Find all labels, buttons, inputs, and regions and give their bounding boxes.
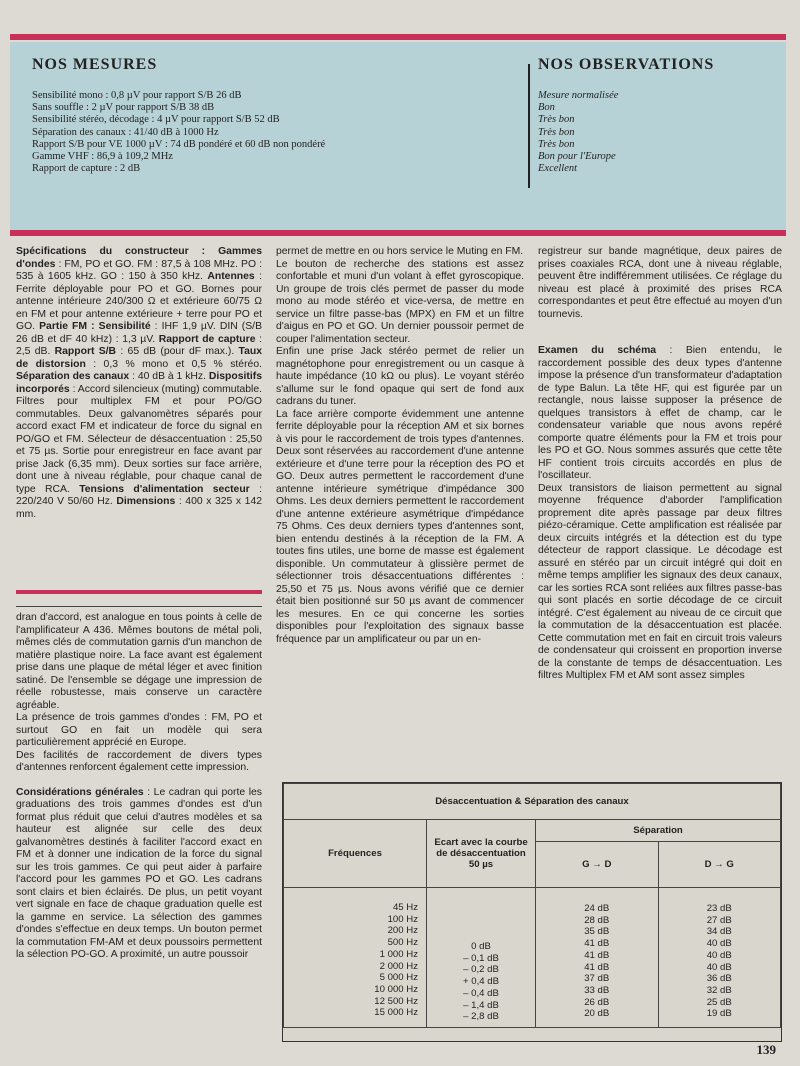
text-run: : Ferrite déployable pour PO et GO. Bornes pour antenne intérieure 240/300 Ω et extérieure 60/75 Ω en FM et pour antenne extérieure + terre pour PO et GO.	[16, 271, 262, 332]
table-value: 45 Hz	[392, 902, 418, 913]
text-run: Des facilités de raccordement de divers types d'antennes renforcent également cette impression.	[16, 749, 262, 773]
text-run: Examen du schéma	[538, 345, 657, 356]
table-value: 10 000 Hz	[374, 983, 418, 995]
article-column-1	[16, 612, 262, 962]
table-value: 32 dB	[706, 984, 732, 996]
table-value: 27 dB	[706, 914, 732, 926]
text-run: Spécifications du constructeur : Gammes d'ondes	[16, 246, 262, 270]
text-run: : FM, PO et GO. FM : 87,5 à 108 MHz. PO : 535 à 1605 kHz. GO : 150 à 350 kHz.	[16, 258, 262, 282]
table-value: 25 dB	[706, 996, 732, 1008]
measures-column	[32, 56, 532, 175]
table-value: 12 500 Hz	[374, 995, 418, 1007]
table-value	[433, 929, 529, 941]
table-value: 100 Hz	[387, 913, 418, 925]
table-value: 5 000 Hz	[379, 972, 418, 984]
table-value: 40 dB	[706, 961, 732, 973]
column-rule	[16, 606, 262, 607]
table-value	[433, 906, 529, 918]
paragraph	[276, 246, 524, 259]
ecart-cell	[427, 888, 536, 1028]
observation-line: Bon	[538, 102, 555, 114]
measure-line: Sensibilité mono : 0,8 µV pour rapport S/B 26 dB	[32, 90, 242, 101]
col-header-frequences: Fréquences	[284, 820, 427, 888]
table-value: 28 dB	[584, 914, 610, 926]
table-value: 34 dB	[706, 926, 732, 938]
col-header-dg: D → G	[658, 842, 781, 888]
paragraph	[16, 787, 262, 962]
text-run: registreur sur bande magnétique, deux paires de prises coaxiales RCA, dont une à niveau réglable, peuvent être indifféremment utilisées. Ce réglage du niveau est placé à proximité des prises RCA correspondantes et peut être effectué au moyen d'un tournevis.	[538, 246, 782, 320]
table-value: 200 Hz	[387, 925, 418, 937]
paragraph	[538, 345, 782, 483]
paragraph	[538, 246, 782, 321]
column-divider	[528, 64, 530, 188]
table-value: 15 000 Hz	[374, 1007, 418, 1019]
measure-line: Séparation des canaux : 41/40 dB à 1000 Hz	[32, 126, 219, 138]
text-run: Rapport de capture	[158, 333, 256, 345]
top-stripe	[10, 34, 786, 40]
measure-line: Rapport de capture : 2 dB	[32, 163, 141, 175]
text-run: Considérations générales	[16, 786, 144, 798]
table-value: 36 dB	[706, 973, 732, 985]
text-run: : 65 dB (pour dF max.).	[116, 346, 239, 357]
table-value: 35 dB	[584, 926, 610, 938]
table-value: 40 dB	[706, 938, 732, 950]
mid-stripe	[10, 230, 786, 236]
paragraph	[276, 346, 524, 409]
text-run: : 220/240 V 50/60 Hz.	[16, 483, 262, 507]
observation-line: Très bon	[538, 114, 575, 126]
observation-line: Bon pour l'Europe	[538, 151, 616, 163]
observation-line: Très bon	[538, 138, 575, 150]
table-title: Désaccentuation & Séparation des canaux	[284, 784, 781, 820]
measure-line: Sensibilité stéréo, décodage : 4 µV pour rapport S/B 52 dB	[32, 114, 280, 126]
table-value: – 0,1 dB	[463, 952, 499, 964]
text-run: : 2,5 dB.	[16, 333, 262, 357]
table-value: 20 dB	[584, 1008, 610, 1020]
table-value: 26 dB	[584, 996, 610, 1008]
text-run: Dimensions	[116, 496, 176, 507]
measures-lines	[32, 90, 532, 175]
measures-title: NOS MESURES	[32, 56, 158, 73]
paragraph	[276, 409, 524, 647]
article-column-3	[538, 246, 782, 683]
text-run: : 400 x 325 x 142 mm.	[16, 496, 262, 520]
text-run: Séparation des canaux	[16, 371, 130, 382]
text-run: dran d'accord, est analogue en tous points à celle de l'amplificateur A 436. Mêmes boutons de métal poli, mêmes clés de commutation garnis d'un manchon de matière plastique noire. La face avant est également prise dans une plaque de métal léger et avec finition satiné. De l'ensemble se dégage une impression de réelle robustesse, mais conserve un caractère agréable.	[16, 612, 262, 711]
text-run: Rapport S/B	[54, 346, 117, 357]
col-header-ecart: Ecart avec la courbe de désaccentuation 50 µs	[427, 820, 536, 888]
col-header-separation: Séparation	[536, 820, 781, 842]
col-header-gd: G → D	[536, 842, 659, 888]
table-value: 24 dB	[584, 903, 610, 914]
measure-line: Gamme VHF : 86,9 à 109,2 MHz	[32, 151, 173, 163]
observation-line: Mesure normalisée	[538, 90, 619, 101]
text-run: La présence de trois gammes d'ondes : FM, PO et surtout GO en fait un modèle qui sera particulièrement apprécié en Europe.	[16, 712, 262, 748]
observation-line: Excellent	[538, 163, 578, 175]
text-run: : Bien entendu, le raccordement possible des deux types d'antenne impose la présence d'un transformateur d'adaptation de type Balun. La tête HF, qui est figurée par un rectangle, nous laisse supposer la présence de quelques transistors à effet de champ, car le condensateur variable que nous avons repéré comporte quatre éléments pour la FM et trois pour les PO et GO. Nous sommes assurés que cette tête HF contient trois circuits accordés en plus de l'oscillateur.	[538, 345, 782, 481]
text-run: Le bouton de recherche des stations est assez confortable et muni d'un volant à effet gyroscopique. Un groupe de trois clés permet de passer du mode mono au mode stéréo et vice-versa, de mettre en service un filtre passe-bas (MPX) en FM et un filtre d'aigus en PO et GO. Un dernier poussoir permet de couper l'alimentation secteur.	[276, 258, 524, 345]
text-run: : 40 dB à 1 kHz.	[129, 371, 209, 382]
paragraph	[538, 483, 782, 683]
text-run: Antennes	[207, 271, 255, 282]
table-value: 2 000 Hz	[379, 960, 418, 972]
observations-lines	[538, 90, 778, 175]
table-value: 33 dB	[584, 984, 610, 996]
table-value: 1 000 Hz	[379, 948, 418, 960]
text-run: : IHF 1,9 µV. DIN (S/B 26 dB et dF 40 kHz) : 1,3 µV.	[16, 321, 262, 345]
paragraph	[16, 712, 262, 750]
column-separator	[16, 590, 262, 594]
text-run: Deux transistors de liaison permettent au signal moyenne fréquence d'aborder l'amplification proprement dite après passage par deux filtres piézo-céramique. Cette amplification est réalisée par deux circuits intégrés et la détection est du type détecteur de rapport classique. Le décodage est assuré en stéréo par un circuit intégré qui doit en même temps amplifier les signaux des deux canaux, car les sorties RCA sont reliées aux filtres passe-bas qui sont placés en sortie décodage de ce circuit intégré. C'est également au niveau de ce circuit que la commutation de la désaccentuation est placée. Cette commutation met en fait en circuit trois valeurs de condensateur qui croissent en proportion inverse de la constante de temps de désaccentuation. Les filtres Multiplex FM et AM sont assez simples	[538, 482, 782, 681]
text-run: Enfin une prise Jack stéréo permet de relier un magnétophone pour enregistrement ou un casque à haute impédance (10 kΩ ou plus). Le voyant stéréo s'allume sur le fond opaque qui sert de fond aux cadrans du tuner.	[276, 346, 524, 407]
table-value: 41 dB	[584, 938, 610, 950]
paragraph	[16, 612, 262, 712]
table-value: + 0,4 dB	[462, 976, 499, 988]
measure-line: Sans souffle : 2 µV pour rapport S/B 38 dB	[32, 102, 215, 114]
text-run: : Accord silencieux (muting) commutable. Filtres pour multiplex FM et pour PO/GO commutables. Deux galvanomètres séparés pour accord exact FM et indicateur de force du signal en PO/GO et FM. Sélecteur de désaccentuation : 25,50 et 75 µs. Sortie pour enregistreur en face avant par prise Jack (6,35 mm). Deux sorties sur face arrière, dont une à niveau réglable, pour chaque canal de type RCA.	[16, 383, 263, 495]
separation-table	[282, 782, 782, 1042]
page-number: 139	[756, 1042, 776, 1057]
text-run: Dispositifs incorporés	[16, 371, 263, 395]
table-value: – 0,2 dB	[463, 964, 499, 976]
paragraph	[276, 259, 524, 347]
text-run: : Le cadran qui porte les graduations des trois gammes d'ondes est d'un format plus réduit que celui d'autres modèles et sa hauteur est alignée sur celle des deux galvanomètres destinés à faciliter l'accord exact en FM et à donner une indication de la force du signal sur les trois gammes. Ce qui peut aider à parfaire l'accord pour les gammes PO et GO. Les cadrans sont clairs et bien éclairés. De plus, un petit voyant vert signale en face de chaque graduation quelle est la gamme en service. La sélection des gammes d'ondes s'effectue en deux temps. Un bouton permet la commutation FM-AM et deux poussoirs permettent la sélection PO-GO. A proximité, un autre poussoir	[16, 786, 262, 960]
table-value: 23 dB	[706, 903, 732, 914]
text-run: Taux de distorsion	[16, 346, 262, 370]
table-value: 40 dB	[706, 949, 732, 961]
freq-cell	[284, 888, 427, 1028]
text-run: Partie FM : Sensibilité	[39, 321, 151, 332]
observation-line: Très bon	[538, 126, 575, 138]
observations-column	[538, 56, 778, 175]
table-value: 0 dB	[471, 941, 491, 953]
table-value: 41 dB	[584, 949, 610, 961]
measure-line: Rapport S/B pour VE 1000 µV : 74 dB pondéré et 60 dB non pondéré	[32, 138, 326, 150]
text-run: : 0,3 % mono et 0,5 % stéréo.	[85, 358, 262, 370]
table-value: 19 dB	[706, 1008, 732, 1020]
table-value: – 1,4 dB	[463, 999, 499, 1011]
paragraph	[16, 750, 262, 775]
table-value: – 0,4 dB	[463, 987, 499, 999]
text-run: Tensions d'alimentation secteur	[79, 483, 250, 495]
text-run: La face arrière comporte évidemment une antenne ferrite déployable pour la réception AM et six bornes à vis pour le raccordement de trois types d'antennes. Deux sont réservées au raccordement d'une antenne extérieure et d'une terre pour la réception des PO et GO. Deux autres permettent le raccordement d'une antenne intérieure symétrique d'impédance 300 Ohms. Les deux derniers permettent le raccordement d'une antenne extérieure asymétrique d'impédance 75 Ohms. Ces deux derniers types d'antennes sont, bien entendu destinés à la réception de la FM. A toutes fins utiles, une borne de masse est également disponible. Un commutateur à glissière permet de sélectionner trois désaccentuations différentes : 25,50 et 75 µs. Nous avons vérifié que ce dernier était bien positionné sur 50 µs avant de commencer les mesures. En ce qui concerne les sorties disponibles pour l'exploitation des signaux basse fréquence par un amplificateur ou par un en-	[276, 408, 524, 645]
measures-box	[10, 42, 786, 230]
gd-cell	[536, 888, 659, 1028]
table-value	[433, 918, 529, 930]
text-run: permet de mettre en ou hors service le Muting en FM.	[276, 246, 524, 257]
table-value: – 2,8 dB	[463, 1011, 499, 1023]
table-value: 500 Hz	[387, 937, 418, 949]
article-column-2	[276, 246, 524, 646]
table-value: 41 dB	[584, 961, 610, 973]
observations-title: NOS OBSERVATIONS	[538, 56, 715, 73]
dg-cell	[658, 888, 781, 1028]
table-value: 37 dB	[584, 973, 610, 985]
specs-paragraph	[16, 246, 262, 521]
